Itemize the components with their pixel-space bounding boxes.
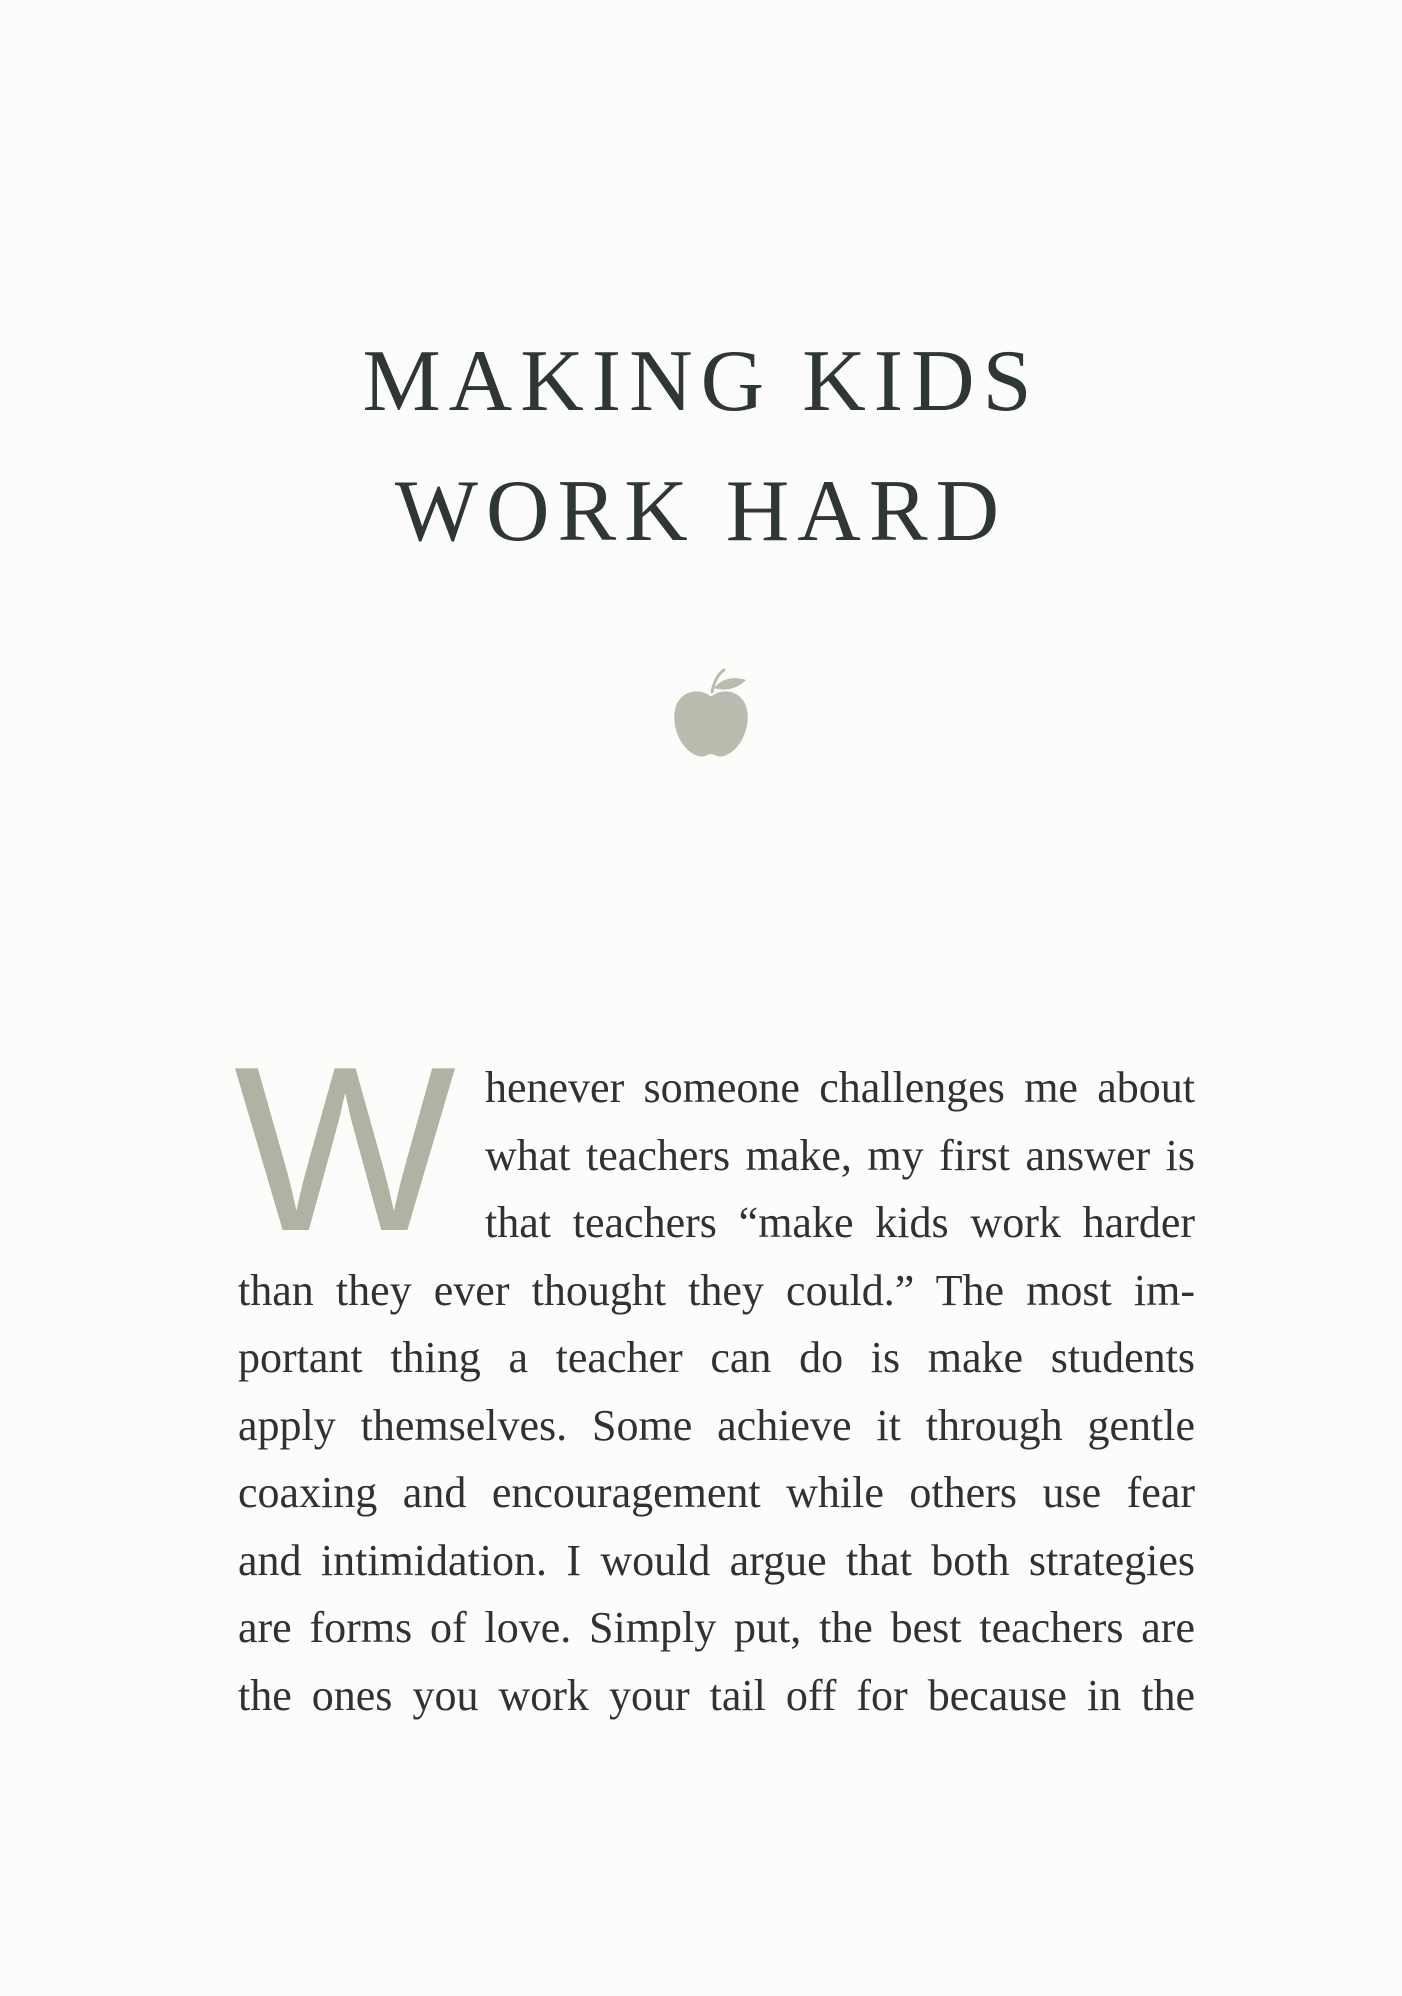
body-line-8: and intimidation. I would argue that both strategies bbox=[238, 1536, 1195, 1585]
body-line-7: coaxing and encouragement while others use fear bbox=[238, 1468, 1195, 1517]
apple-icon bbox=[670, 666, 752, 758]
body-line-6: apply themselves. Some achieve it through gentle bbox=[238, 1401, 1195, 1450]
drop-cap: W bbox=[234, 1017, 450, 1280]
body-line-9: are forms of love. Simply put, the best teachers are bbox=[238, 1603, 1195, 1652]
body-line-2: what teachers make, my first answer is bbox=[485, 1131, 1195, 1180]
chapter-title-line-2: WORK HARD bbox=[394, 463, 1008, 560]
body-line-1: henever someone challenges me about bbox=[485, 1063, 1195, 1112]
body-line-3: that teachers “make kids work harder bbox=[485, 1198, 1195, 1247]
chapter-title-line-1: MAKING KIDS bbox=[362, 333, 1040, 430]
body-line-10: the ones you work your tail off for because in the bbox=[238, 1671, 1195, 1720]
body-line-5: portant thing a teacher can do is make students bbox=[238, 1333, 1195, 1382]
body-line-4: than they ever thought they could.” The most im- bbox=[238, 1266, 1195, 1315]
